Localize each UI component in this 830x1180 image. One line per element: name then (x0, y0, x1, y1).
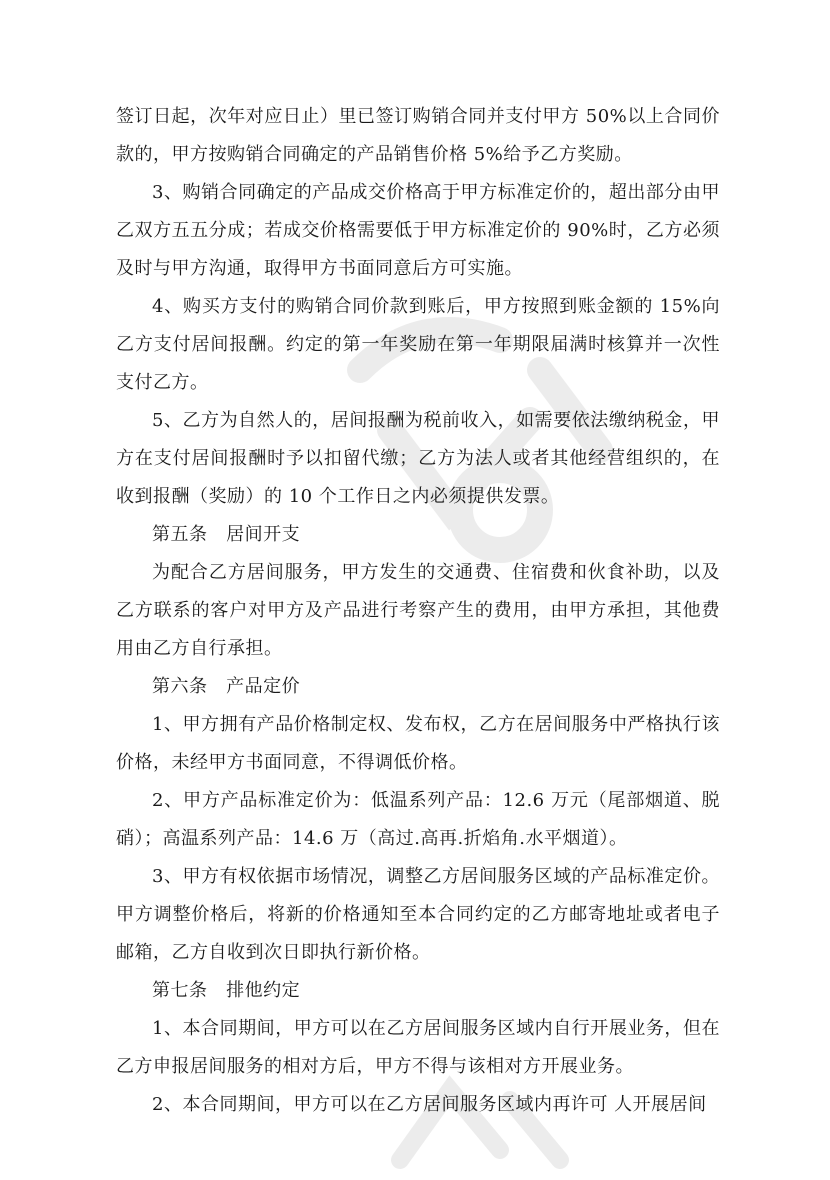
paragraph: 2、甲方产品标准定价为：低温系列产品：12.6 万元（尾部烟道、脱硝）；高温系列产品：14.6 万（高过.高再.折焰角.水平烟道）。 (116, 790, 720, 849)
paragraph: 3、甲方有权依据市场情况，调整乙方居间服务区域的产品标准定价。甲方调整价格后，将新的价格通知至本合同约定的乙方邮寄地址或者电子邮箱，乙方自收到次日即执行新价格。 (116, 866, 720, 963)
section-heading: 第六条 产品定价 (152, 676, 301, 697)
paragraph: 5、乙方为自然人的，居间报酬为税前收入，如需要依法缴纳税金，甲方在支付居间报酬时予以扣留代缴；乙方为法人或者其他经营组织的，在收到报酬（奖励）的 10 个工作日之内必须提供发票。 (116, 410, 720, 507)
paragraph: 为配合乙方居间服务，甲方发生的交通费、住宿费和伙食补助，以及乙方联系的客户对甲方及产品进行考察产生的费用，由甲方承担，其他费用由乙方自行承担。 (116, 562, 720, 659)
paragraph: 1、本合同期间，甲方可以在乙方居间服务区域内自行开展业务，但在乙方申报居间服务的相对方后，甲方不得与该相对方开展业务。 (116, 1018, 720, 1077)
section-heading: 第七条 排他约定 (152, 980, 301, 1001)
paragraph: 签订日起，次年对应日止）里已签订购销合同并支付甲方 50%以上合同价款的，甲方按购销合同确定的产品销售价格 5%给予乙方奖励。 (116, 106, 720, 165)
document-body (116, 98, 720, 1124)
paragraph: 1、甲方拥有产品价格制定权、发布权，乙方在居间服务中严格执行该价格，未经甲方书面同意，不得调低价格。 (116, 714, 720, 773)
paragraph: 4、购买方支付的购销合同价款到账后，甲方按照到账金额的 15%向乙方支付居间报酬。约定的第一年奖励在第一年期限届满时核算并一次性支付乙方。 (116, 296, 720, 393)
section-heading: 第五条 居间开支 (152, 524, 301, 545)
paragraph: 3、购销合同确定的产品成交价格高于甲方标准定价的，超出部分由甲乙双方五五分成；若成交价格需要低于甲方标准定价的 90%时，乙方必须及时与甲方沟通，取得甲方书面同意后方可实施。 (116, 182, 720, 279)
paragraph: 2、本合同期间，甲方可以在乙方居间服务区域内再许可 人开展居间 (152, 1094, 707, 1115)
